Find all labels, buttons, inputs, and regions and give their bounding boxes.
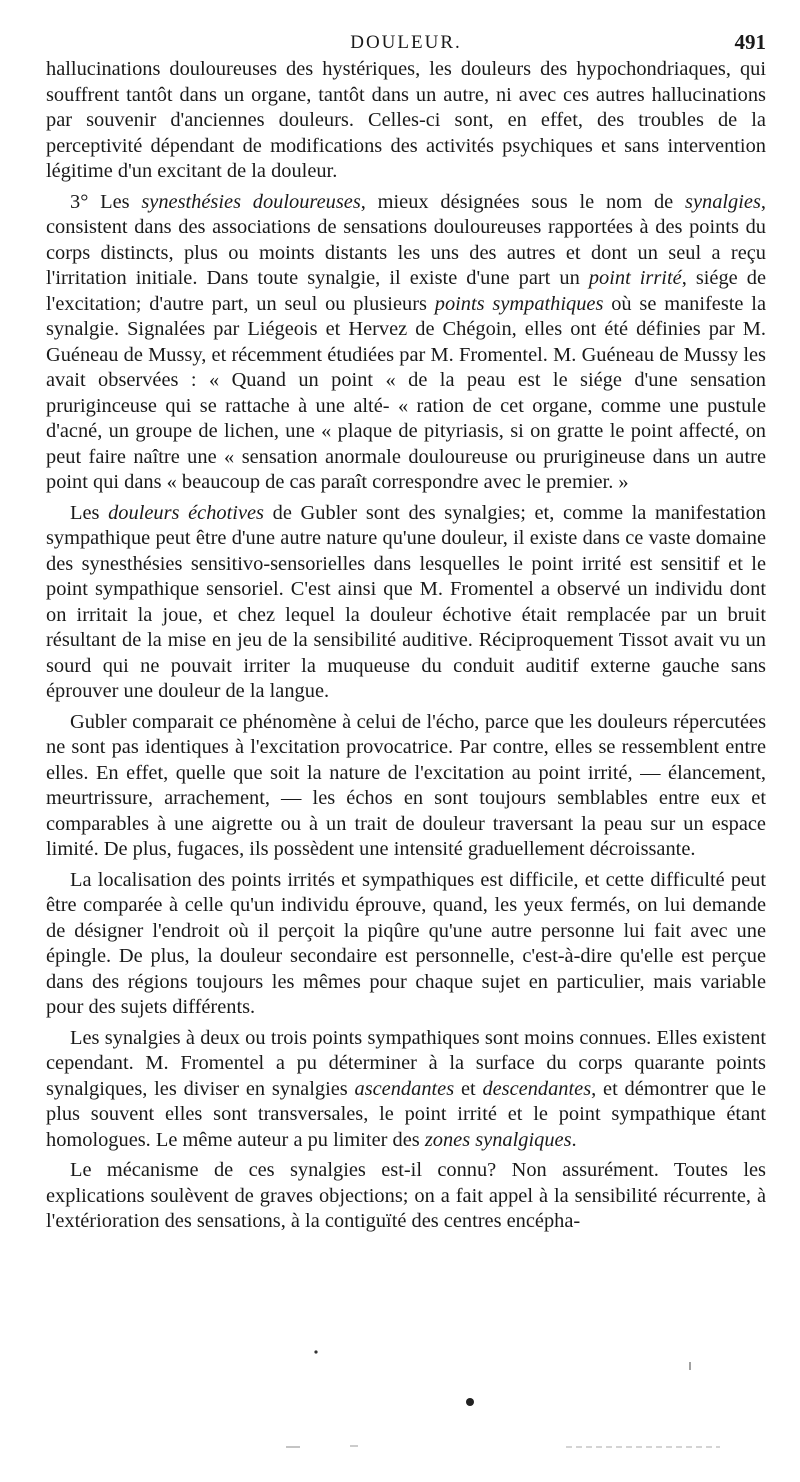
italic-term: point irrité — [588, 267, 682, 289]
body-text — [46, 57, 766, 1240]
text-run: , mieux désignées sous le nom de — [360, 190, 686, 213]
italic-term: douleurs échotives — [108, 501, 264, 524]
paragraph-4 — [46, 710, 766, 863]
text-run: , consistent dans des associations de sensations douloureuses rapportées à des points du corps distincts, plus ou moints distants les uns des autres et dont un seul a reçu l'irritation initiale. Dans toute synalgie, il existe d'une part un — [46, 190, 767, 289]
text-run: Le mécanisme de ces synalgies est-il connu? Non assurément. Toutes les explications soulèvent de graves objections; on a fait appel à la sensibilité récurrente, à l'extérioration des sensations, à la contiguïté des centres encépha- — [46, 1159, 766, 1232]
italic-term: zones synalgiques — [424, 1128, 572, 1151]
running-head — [46, 30, 766, 56]
paragraph-7 — [46, 1158, 766, 1235]
italic-term: descendantes — [482, 1077, 592, 1100]
text-run: Gubler comparait ce phénomène à celui de l'écho, parce que les douleurs répercutées ne sont pas identiques à l'excitation provocatrice. Par contre, elles se ressemblent entre elles. En effet, quelle que soit la nature de l'excitation au point irrité, — élancement, meurtrissure, arrachement, — les échos en sont toujours semblables entre eux et comparables à une aigrette ou à un trait de douleur traversant la peau sur un espace limité. De plus, fugaces, ils possèdent une intensité graduellement décroissante. — [46, 710, 766, 860]
text-run: La localisation des points irrités et sympathiques est difficile, et cette difficulté peut être comparée à celle qu'un individu éprouve, quand, les yeux fermés, on lui demande de désigner l'endroit où il perçoit la piqûre qu'une autre personne lui fait avec une épingle. De plus, la douleur secondaire est personnelle, c'est-à-dire qu'elle est perçue dans des régions toujours les mêmes pour chaque sujet en particulier, mais variable pour des sujets différents. — [46, 868, 766, 1018]
text-run: . — [571, 1128, 577, 1151]
text-run: , siége de l'excitation; d'autre part, un seul ou plusieurs — [46, 267, 767, 315]
text-run: Les — [70, 501, 109, 524]
text-run: 3° Les — [70, 190, 142, 213]
italic-term: ascendantes — [354, 1077, 455, 1100]
paragraph-2 — [46, 190, 766, 496]
text-run: hallucinations douloureuses des hystériques, les douleurs des hypochondriaques, qui souffrent tantôt dans un organe, tantôt dans un autre, ni avec ces autres hallucinations par souvenir d'anciennes douleurs. Celles-ci sont, en effet, des troubles de la perceptivité dépendant de modifications des activités psychiques et sans intervention légitime d'un excitant de la douleur. — [46, 58, 766, 182]
text-run: où se manifeste la synalgie. Signalées par Liégeois et Hervez de Chégoin, elles ont été définies par M. Guéneau de Mussy, et récemment étudiées par M. Fromentel. M. Guéneau de Mussy les avait observées : « Quand un point « de la peau est le siége d'une sensation pruriginceuse qui se rattache à une alté- « ration de cet organe, comme une pustule d'acné, un groupe de lichen, une « plaque de pityriasis, si on gratte le point affecté, on peut faire naître une « sensation anormale douloureuse ou prurigineuse dans un autre point qui dans « beaucoup de cas paraît correspondre avec le premier. » — [46, 292, 767, 493]
italic-term: points sympathiques — [434, 292, 604, 315]
text-run: de Gubler sont des synalgies; et, comme la manifestation sympathique peut être d'une autre nature qu'une douleur, il existe dans ce vaste domaine des synesthésies sensitivo-sensorielles dans lesquelles le point irrité est sensitif et le point sympathique sensoriel. C'est ainsi que M. Fromentel a observé un individu dont on irritait la joue, et chez lequel la douleur échotive était remplacée par un bruit résultant de la mise en jeu de la sensibilité auditive. Réciproquement Tissot avait vu un sourd qui ne pouvait irriter la muqueuse du conduit auditif externe gauche sans éprouver une douleur de la langue. — [46, 501, 766, 702]
page-number: 491 — [734, 30, 766, 54]
paragraph-3 — [46, 501, 766, 705]
ink-speck — [466, 1398, 474, 1406]
italic-term: synalgies — [685, 190, 761, 213]
running-title: DOULEUR. — [350, 32, 462, 53]
paragraph-5 — [46, 868, 766, 1021]
ink-speck — [314, 1350, 317, 1353]
paragraph-6 — [46, 1026, 766, 1154]
paragraph-1 — [46, 57, 766, 185]
text-run: et — [454, 1077, 483, 1100]
text-run: Les synalgies à deux ou trois points sympathiques sont moins connues. Elles existent cependant. M. Fromentel a pu déterminer à la surface du corps quarante points synalgiques, les diviser en synalgies — [46, 1026, 766, 1100]
text-run: , et démontrer que le plus souvent elles sont transversales, le point irrité et le point sympathique étant homologues. Le même auteur a pu limiter des — [46, 1077, 766, 1151]
italic-term: synesthésies douloureuses — [141, 190, 361, 213]
